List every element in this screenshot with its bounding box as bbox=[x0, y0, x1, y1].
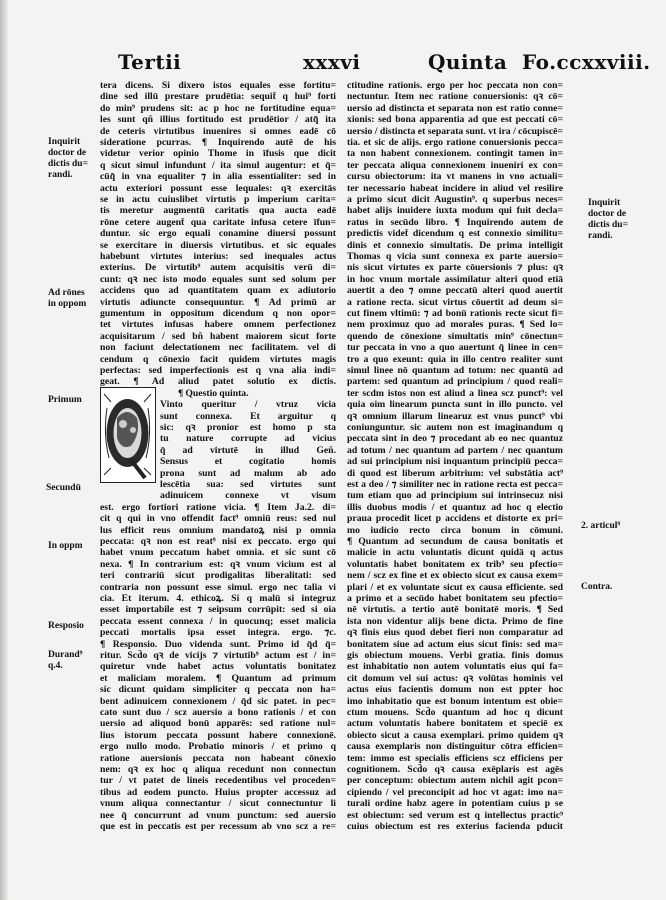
text-line: habet alijs inuidere iuxta modum qui fuit decla= bbox=[347, 205, 563, 217]
text-line: ter peccata aliqua connexionem inueniri ex con= bbox=[347, 159, 563, 171]
text-line: bonitatem siue ad actum eius sicut finis: sed ma= bbox=[347, 638, 563, 650]
text-line: tum etiam quo ad principium sui intrinsecuz nisi bbox=[347, 490, 563, 502]
text-line: teri contrariū sicut prodigalitas liberalitati: sed bbox=[100, 570, 336, 582]
text-line: ctitudine rationis. ergo per hoc peccata non con= bbox=[347, 80, 563, 91]
text-line: illis duobus modis / et quantuz ad hoc q electio bbox=[347, 501, 563, 513]
text-line: quendo de cōnexione simultatis min⁹ cōnectun= bbox=[347, 330, 563, 342]
text-line: xionis: sed bona apparentia ad que est peccati cō= bbox=[347, 114, 563, 126]
text-line: que est in peccatis est per recessum ab vno scz a re= bbox=[100, 821, 336, 832]
text-line: do min⁹ prudens sit: ac p hoc ne fortitudine equa= bbox=[100, 102, 336, 114]
text-line: sideratione pcurras. ¶ Inquirendo autē de his bbox=[100, 137, 336, 148]
margin-note-durandus bbox=[48, 650, 83, 672]
text-line: ta non habent connexionem. contingit tamen in= bbox=[347, 148, 563, 160]
text-line: dine sed illū prestare prudētia: sequit̄ q hui⁹ forti bbox=[100, 91, 336, 103]
text-line: peccata sint in deo ⁊ procedant ab eo nec quantuz bbox=[347, 433, 563, 445]
note-line: doctor de bbox=[48, 148, 87, 158]
margin-note-ad-rones bbox=[48, 288, 86, 310]
margin-note-responsio: Resposio bbox=[48, 621, 84, 631]
note-line: doctor de bbox=[588, 209, 627, 219]
text-line: quiretur vnde habet actus voluntatis bonitatez bbox=[100, 661, 336, 673]
text-line: cognitionem. Scd̄o qꝛ causa exēplaris est agēs bbox=[347, 764, 563, 775]
text-line: partem: sed quantum ad principium / quod reali= bbox=[347, 376, 563, 388]
text-line: ¶ Responsio. Duo videnda sunt. Primo id q̄d q̄= bbox=[100, 638, 336, 650]
text-line: coniunguntur. sic autem non est imaginandum q bbox=[347, 422, 563, 433]
text-line: tu nature corrupte ad vicius bbox=[160, 433, 336, 445]
text-line: tur peccata in vno a quo auertunt q̄ linee in cen= bbox=[347, 342, 563, 354]
text-line: bent adinuicem connexionem / q̄d sic patet. in pec= bbox=[100, 695, 336, 707]
margin-note-in-oppm: In oppm bbox=[48, 541, 83, 551]
note-line: randi. bbox=[588, 231, 613, 241]
text-line: sunt connexa. Et arguitur q bbox=[160, 410, 336, 422]
text-line: a ratione recta. sicut virtus cōuertit ad deum si= bbox=[347, 296, 563, 308]
text-line: gis obiectum mouens. Verbi gratia. finis domus bbox=[347, 650, 563, 661]
text-line: virtutis adiuncte consequuntur. ¶ Ad primū ar bbox=[100, 296, 336, 308]
text-line: ad sui principium nisi inquantum principiū pecca= bbox=[347, 456, 563, 468]
text-line: acquisitarum / sed bñ habent maiorem sicut forte bbox=[100, 330, 336, 342]
text-line: habebunt virtutes interius: sed inequales actus bbox=[100, 251, 336, 262]
text-line: tro a quo exeunt: quia in illo centro realiter sunt bbox=[347, 353, 563, 365]
text-line: ctum mouens. Scd̄o quantum ad hoc q dicunt bbox=[347, 707, 563, 718]
header-folio: Fo.ccxxviii. bbox=[522, 50, 651, 74]
text-line: quia oim linearum puncta sunt in illo puncto. vel bbox=[347, 399, 563, 411]
text-line: cit q qui in vno offendit fact⁹ omniū reus: sed nul bbox=[100, 513, 336, 525]
text-line: ad totum / nec quantum ad partem / nec quantum bbox=[347, 444, 563, 456]
text-line: rōne cetere augent̄ qua caritate infusa cetere īfun= bbox=[100, 216, 336, 228]
text-line: gumentum in oppositum dicendum q non opor= bbox=[100, 308, 336, 319]
text-line: Thomas q vicia sunt connexa ex parte auersio= bbox=[347, 251, 563, 262]
text-line: contraria non possunt esse simul. ergo nec talia vi bbox=[100, 581, 336, 593]
note-line: q.4. bbox=[48, 661, 63, 671]
text-line: nē virtutis. a tertio autē bonitatē moris. ¶ Sed bbox=[347, 604, 563, 616]
text-line: se exercitare in diuersis virtutibus. et sic equales bbox=[100, 239, 336, 251]
text-line: cia. Et iterum. 4. ethicoꝝ. Si q malū si integruz bbox=[100, 593, 336, 604]
note-line: dictis du= bbox=[588, 220, 628, 230]
text-line: non faciunt delectationem nec facilitatem. vel di bbox=[100, 342, 336, 354]
text-line: malicie in actu voluntatis dicunt quidā q actus bbox=[347, 547, 563, 559]
margin-note-articulus: 2. articul⁹ bbox=[581, 521, 621, 531]
header-distinction: xxxvi bbox=[303, 50, 361, 74]
text-line: est obiectum: sed verum est q intellectus practic⁹ bbox=[347, 809, 563, 821]
text-line: cuius obiectum est res exterius facienda pducit bbox=[347, 821, 563, 832]
text-line: actu exteriori possunt esse lequales: qꝛ exercitās bbox=[100, 182, 336, 194]
text-line: perfectas: sed imperfectionis est q vna alia indi= bbox=[100, 365, 336, 376]
text-line: plari / et ex voluntate sicut ex causa efficiente. sed bbox=[347, 581, 563, 593]
note-line: Inquirit bbox=[48, 137, 81, 147]
text-line: imo inhabitatio que est bonum intentum est obie= bbox=[347, 695, 563, 707]
text-line: ter necessario habeat incidere in aliud vel resilire bbox=[347, 182, 563, 194]
text-line: est a deo / ⁊ similiter nec in ratione recta est pecca= bbox=[347, 479, 563, 490]
text-line: accidens quo ad quantitatem quam ex adiutorio bbox=[100, 285, 336, 297]
text-line: nem / scz ex fine et ex obiecto sicut ex causa exem= bbox=[347, 570, 563, 582]
text-line: predictis videt̄ dicendum q est connexio similitu= bbox=[347, 228, 563, 240]
text-line: lescētia sua: sed virtutes sunt bbox=[160, 479, 336, 490]
text-line: cendum q cōnexio facit quidem virtutes magis bbox=[100, 353, 336, 365]
text-line: sic dicunt quidam simpliciter q peccata non ha= bbox=[100, 684, 336, 696]
text-line: cit domum vel sui actus: qꝛ volūtas hominis vel bbox=[347, 672, 563, 684]
text-line: di quod est liberum arbitrium: vel substātia act⁹ bbox=[347, 467, 563, 479]
text-line: est inhabitatio non autem voluntatis eius qui fa= bbox=[347, 661, 563, 673]
text-line: geat. ¶ Ad aliud patet solutio ex dictis. bbox=[100, 376, 336, 388]
text-line: vnum aliqua connectantur / sicut connectuntur li bbox=[100, 798, 336, 810]
text-line: q̄ ad virtutē in illud Geñ. bbox=[160, 444, 336, 456]
note-line: Ad rōnes bbox=[48, 288, 85, 298]
text-line: Sensus et cogitatio homis bbox=[160, 456, 336, 468]
text-line: a primo et a secūdo habet bonitatem seu pfectio= bbox=[347, 593, 563, 604]
text-line: adinuicem connexe vt visum bbox=[160, 490, 336, 502]
text-line: se in actu cuiuslibet virtutis p imperium carita= bbox=[100, 194, 336, 205]
text-line: Vinto queritur / vtruz vicia bbox=[160, 399, 336, 411]
text-line: auertit a deo ⁊ omne peccatū alteri quod auertit bbox=[347, 285, 563, 297]
text-line: a primo sicut dicit Augustin⁹. q superbus neces= bbox=[347, 194, 563, 205]
text-line: lus efficit reus omnium mandatoꝝ nisi p omnia bbox=[100, 524, 336, 536]
text-line: praua procedit licet p accidens et distorte ex pri= bbox=[347, 513, 563, 525]
text-line: et maliciam moralem. ¶ Quantum ad primum bbox=[100, 672, 336, 684]
text-line: turali ordine habz agere in potentiam cuius p se bbox=[347, 798, 563, 810]
text-line: nis sicut virtutes ex parte cōuersionis ⁊ plus: qꝛ bbox=[347, 262, 563, 274]
text-line: peccata essent connexa / in quocunq; esset malicia bbox=[100, 615, 336, 627]
text-line: sic: qꝛ pronior est homo p sta bbox=[160, 422, 336, 433]
text-line: cūq̃ in vna equaliter ⁊ in alia essentialiter: sed in bbox=[100, 171, 336, 183]
margin-note-contra: Contra. bbox=[581, 582, 613, 592]
text-line: cipiendo / vel preconcipit ad hoc vt agat: imo na= bbox=[347, 786, 563, 798]
text-line: tera dicens. Si dixero istos equales esse fortitu= bbox=[100, 80, 336, 91]
text-line: obiecto sicut a causa exemplari. primo quidem qꝛ bbox=[347, 729, 563, 741]
text-line: mo iudicio recto circa bonum in cōmuni. bbox=[347, 524, 563, 536]
text-line: simul linee nō quantum ad totum: nec quantū ad bbox=[347, 365, 563, 376]
note-line: Inquirit bbox=[588, 198, 621, 208]
text-line: lius istorum peccata possunt habere connexionē. bbox=[100, 729, 336, 741]
text-line: les sunt qñ illius fortitudo est prudētior / atq̃ ita bbox=[100, 114, 336, 126]
text-line: tet virtutes infusas habere omnem perfectionez bbox=[100, 319, 336, 331]
text-line: causa exemplaris non distinguitur cōtra efficien= bbox=[347, 741, 563, 753]
text-line: cunt: qꝛ nec isto modo equales sunt sed solum per bbox=[100, 273, 336, 285]
text-line: tia. et sic de alijs. ergo ratione conuersionis pecca= bbox=[347, 137, 563, 148]
text-line: actum voluntatis habere bonitatem et speciē ex bbox=[347, 718, 563, 730]
text-line: ista non videntur alijs bene dicta. Primo de fine bbox=[347, 615, 563, 627]
text-line: ¶ Quantum ad secundum de causa bonitatis et bbox=[347, 536, 563, 547]
woodcut-initial-q bbox=[100, 387, 156, 483]
note-line: randi. bbox=[48, 170, 73, 180]
header-book: Tertii bbox=[118, 50, 182, 74]
text-line: q sicut simul infundunt / ita simul augentur: et q̄= bbox=[100, 159, 336, 171]
text-line: cato sunt duo / scz auersio a bono rationis / et con bbox=[100, 707, 336, 718]
text-line: cut finem vltimū: ⁊ ad bonū rationis recte sicut fi= bbox=[347, 308, 563, 319]
note-line: in oppom bbox=[48, 299, 87, 309]
text-line: qꝛ omnium illarum linearuz est vnus punct⁹ vbi bbox=[347, 410, 563, 422]
note-line: Durand⁹ bbox=[48, 650, 83, 660]
text-line: dinis et connexio simultatis. De prima intelligit bbox=[347, 239, 563, 251]
text-line: in hoc vnum mortale assimilatur alteri quod etiā bbox=[347, 273, 563, 285]
text-line: uersio ad aliquod bonū apparēs: sed ratione nul= bbox=[100, 718, 336, 730]
text-line: cursu obiectorum: ita vt manens in vno actuali= bbox=[347, 171, 563, 183]
page-edge-shadow bbox=[0, 0, 8, 900]
text-line: nexa. ¶ In contrarium est: qꝛ vnum vicium est al bbox=[100, 558, 336, 570]
text-line: ter scdm istos non est aliud a linea scz punct⁹: vel bbox=[347, 387, 563, 399]
text-line: uersio / distincta et separata sunt. vt ira / cōcupiscē= bbox=[347, 125, 563, 137]
text-line: esset importabile est ⁊ seipsum corrūpit: sed si oia bbox=[100, 604, 336, 616]
text-line: peccati mortalis ipsa esset integra. ergo. ⁊c. bbox=[100, 627, 336, 639]
text-line: ratione auersionis peccata non habeant cōnexio bbox=[100, 752, 336, 764]
text-line: ritur. Scd̄o qꝛ de vicijs ⁊ virtutib⁹ actum est / in= bbox=[100, 650, 336, 661]
text-line: ¶ Questio quinta. bbox=[178, 387, 249, 399]
text-line: duntur. sic ergo equali conamine diuersi possunt bbox=[100, 228, 336, 240]
text-line: nem: qꝛ ex hoc q aliqua recedunt non connectun bbox=[100, 764, 336, 775]
margin-note-primum: Primum bbox=[48, 395, 82, 405]
decorated-initial-icon bbox=[101, 388, 154, 481]
header-question: Quinta bbox=[428, 50, 508, 74]
text-line: nectuntur. Item nec ratione conuersionis: qꝛ cō= bbox=[347, 91, 563, 103]
margin-note-inquirit-right bbox=[588, 198, 628, 242]
text-line: habet vnum peccatum habet omnia. et sic sunt cō bbox=[100, 547, 336, 559]
text-line: nee q̄ concurrunt ad vnum punctum: sed auersio bbox=[100, 809, 336, 821]
note-line: dictis du= bbox=[48, 159, 88, 169]
text-line: uersio ad distincta et separata non est ratio conne= bbox=[347, 102, 563, 114]
text-line: nem proximuz quo ad morales puras. ¶ Sed lo= bbox=[347, 319, 563, 331]
text-line: peccata: qꝛ non est reat⁹ nisi ex peccato. ergo qui bbox=[100, 536, 336, 547]
text-line: tibus ad eodem puncto. Huius propter accessuz ad bbox=[100, 786, 336, 798]
text-line: voluntatis habet bonitatem ex trib⁹ seu pfectio= bbox=[347, 558, 563, 570]
text-line: tem: immo est specialis efficiens scz efficiens per bbox=[347, 752, 563, 764]
text-line: de ceteris virtutibus inuenires si omnes eadē cō bbox=[100, 125, 336, 137]
text-line: tis meretur augmentū caritatis qua aucta eadē bbox=[100, 205, 336, 217]
text-line: per conceptum: obiectum autem nichil agit pcon= bbox=[347, 775, 563, 787]
text-line: actus eius facientis domum non est ppter hoc bbox=[347, 684, 563, 696]
text-line: videtur verior opinio Thome in īfusis que dicit bbox=[100, 148, 336, 160]
text-line: exterius. De virtutib⁹ autem acquisitis verū di= bbox=[100, 262, 336, 274]
text-line: tur / vt patet de lineis recedentibus vel proceden= bbox=[100, 775, 336, 787]
margin-note-secundum: Secundū bbox=[46, 483, 81, 493]
text-line: ratus in secūdo libro. ¶ Inquirendo autem de bbox=[347, 216, 563, 228]
text-line: qꝛ finis eius quod debet fieri non comparatur ad bbox=[347, 627, 563, 639]
text-line: est. ergo fortiori ratione vicia. ¶ Item Ja.2. di= bbox=[100, 501, 336, 513]
text-line: ergo nullo modo. Probatio minoris / et primo q bbox=[100, 741, 336, 753]
margin-note-inquirit bbox=[48, 137, 88, 181]
text-line: prona sunt ad malum ab ado bbox=[160, 467, 336, 479]
